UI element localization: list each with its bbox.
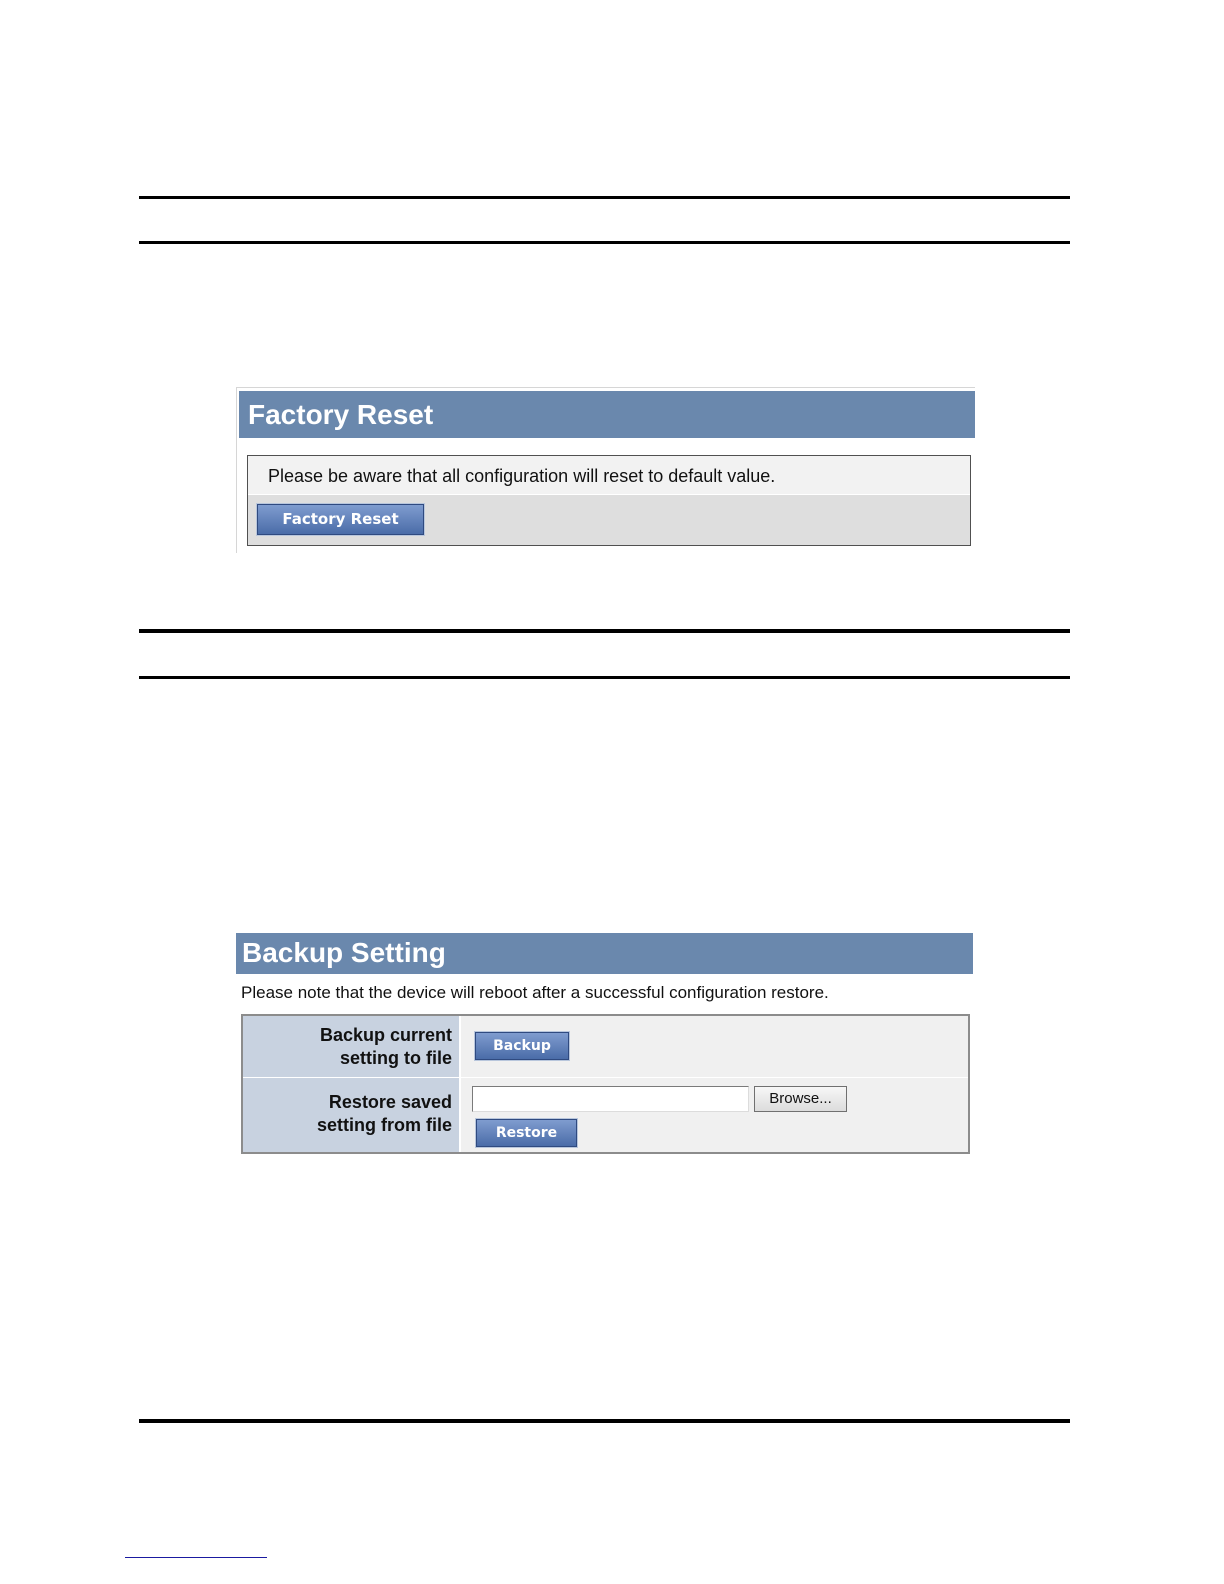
factory-reset-box — [247, 455, 971, 546]
footer-link-underline — [125, 1557, 267, 1558]
browse-button[interactable]: Browse... — [754, 1086, 847, 1112]
backup-setting-title: Backup Setting — [236, 933, 973, 974]
section-bottom-rule — [139, 676, 1070, 679]
factory-reset-message: Please be aware that all configuration will reset to default value. — [248, 456, 970, 495]
backup-setting-panel — [236, 933, 974, 1158]
restore-file-input[interactable] — [472, 1086, 749, 1112]
backup-button[interactable]: Backup — [475, 1032, 569, 1060]
restore-label-line2: setting from file — [316, 1115, 452, 1135]
factory-reset-panel — [236, 387, 975, 553]
section-top-rule — [139, 196, 1070, 199]
restore-row-field — [463, 1078, 968, 1152]
restore-row — [243, 1078, 968, 1152]
backup-label-line1: Backup current — [319, 1025, 452, 1045]
page-footer-rule — [139, 1419, 1070, 1423]
backup-row-field — [463, 1016, 968, 1077]
factory-reset-title: Factory Reset — [239, 391, 975, 438]
backup-row — [243, 1016, 968, 1078]
restore-label-line1: Restore saved — [328, 1092, 452, 1112]
backup-setting-table — [241, 1014, 970, 1154]
section-top-rule — [139, 629, 1070, 633]
restore-reboot-note: Please note that the device will reboot after a successful configuration restore. — [241, 983, 829, 1002]
backup-label-line2: setting to file — [340, 1048, 452, 1068]
factory-reset-button[interactable]: Factory Reset — [257, 504, 424, 535]
restore-button[interactable]: Restore — [476, 1119, 577, 1147]
restore-row-label — [243, 1078, 461, 1152]
backup-row-label — [243, 1016, 461, 1077]
section-bottom-rule — [139, 241, 1070, 244]
